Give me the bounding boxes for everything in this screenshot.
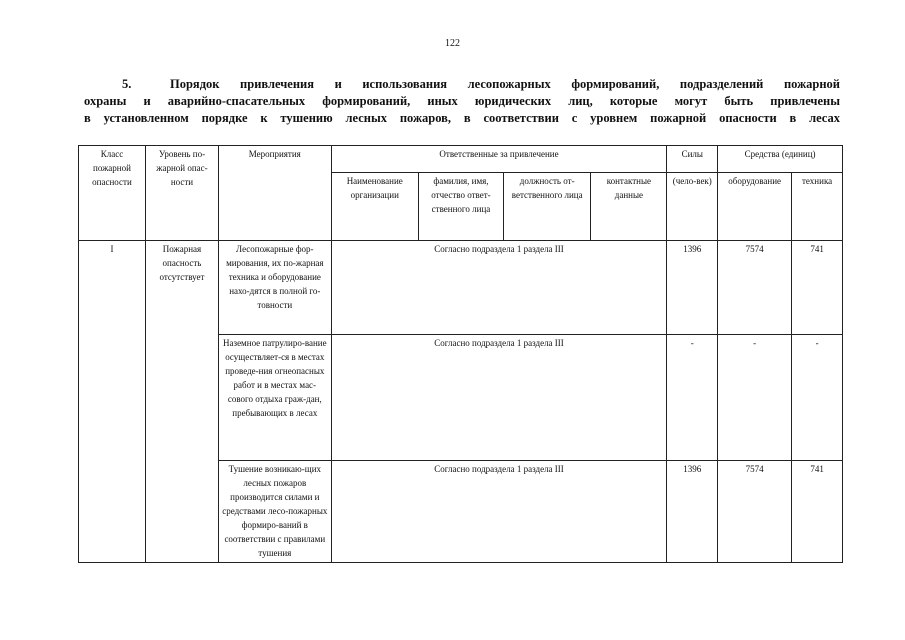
header-level: Уровень по-жарной опас-ности xyxy=(145,146,218,241)
header-fio: фамилия, имя, отчество ответ-ственного лица xyxy=(418,173,503,241)
header-forces: Силы xyxy=(667,146,718,173)
class-value: I xyxy=(79,241,146,563)
technics-cell: 741 xyxy=(792,241,843,335)
forces-cell: 1396 xyxy=(667,241,718,335)
header-org-name: Наименование организации xyxy=(331,173,418,241)
heading-number: 5. xyxy=(122,77,132,91)
header-measures: Мероприятия xyxy=(219,146,332,241)
heading-line-3: в установленном порядке к тушению лесных пожаров, в соответствии с уровнем пожарной опасности в лесах xyxy=(84,111,840,125)
page-number: 122 xyxy=(445,38,460,49)
technics-cell: 741 xyxy=(792,461,843,563)
section-heading xyxy=(84,76,840,127)
equipment-cell: - xyxy=(718,335,792,461)
technics-cell: - xyxy=(792,335,843,461)
header-responsible: Ответственные за привлечение xyxy=(331,146,667,173)
measure-cell: Наземное патрулиро-вание осуществляет-ся в местах проведе-ния огнеопасных работ и в местах мас-сового отдыха граж-дан, пребывающих в лесах xyxy=(219,335,332,461)
table-row xyxy=(79,241,843,335)
equipment-cell: 7574 xyxy=(718,461,792,563)
heading-line-2: охраны и аварийно-спасательных формирований, иных юридических лиц, которые могут быть привлечены xyxy=(84,94,840,108)
table-header-row-1 xyxy=(79,146,843,173)
fire-danger-table xyxy=(78,145,843,563)
responsible-cell: Согласно подраздела 1 раздела III xyxy=(331,241,667,335)
header-technics: техника xyxy=(792,173,843,241)
forces-cell: - xyxy=(667,335,718,461)
responsible-cell: Согласно подраздела 1 раздела III xyxy=(331,335,667,461)
measure-cell: Лесопожарные фор-мирования, их по-жарная техника и оборудование нахо-дятся в полной го-товности xyxy=(219,241,332,335)
header-forces-unit: (чело-век) xyxy=(667,173,718,241)
forces-cell: 1396 xyxy=(667,461,718,563)
header-means: Средства (единиц) xyxy=(718,146,843,173)
responsible-cell: Согласно подраздела 1 раздела III xyxy=(331,461,667,563)
header-position: должность от-ветственного лица xyxy=(504,173,591,241)
level-value: Пожарная опасность отсутствует xyxy=(145,241,218,563)
equipment-cell: 7574 xyxy=(718,241,792,335)
header-class: Класс пожарной опасности xyxy=(79,146,146,241)
measure-cell: Тушение возникаю-щих лесных пожаров производится силами и средствами лесо-пожарных формиро-ваний в соответствии с правилами тушения xyxy=(219,461,332,563)
heading-line-1-text: Порядок привлечения и использования лесопожарных формирований, подразделений пожарной xyxy=(170,77,840,91)
header-equipment: оборудование xyxy=(718,173,792,241)
heading-line-1 xyxy=(84,76,840,93)
header-contacts: контактные данные xyxy=(591,173,667,241)
